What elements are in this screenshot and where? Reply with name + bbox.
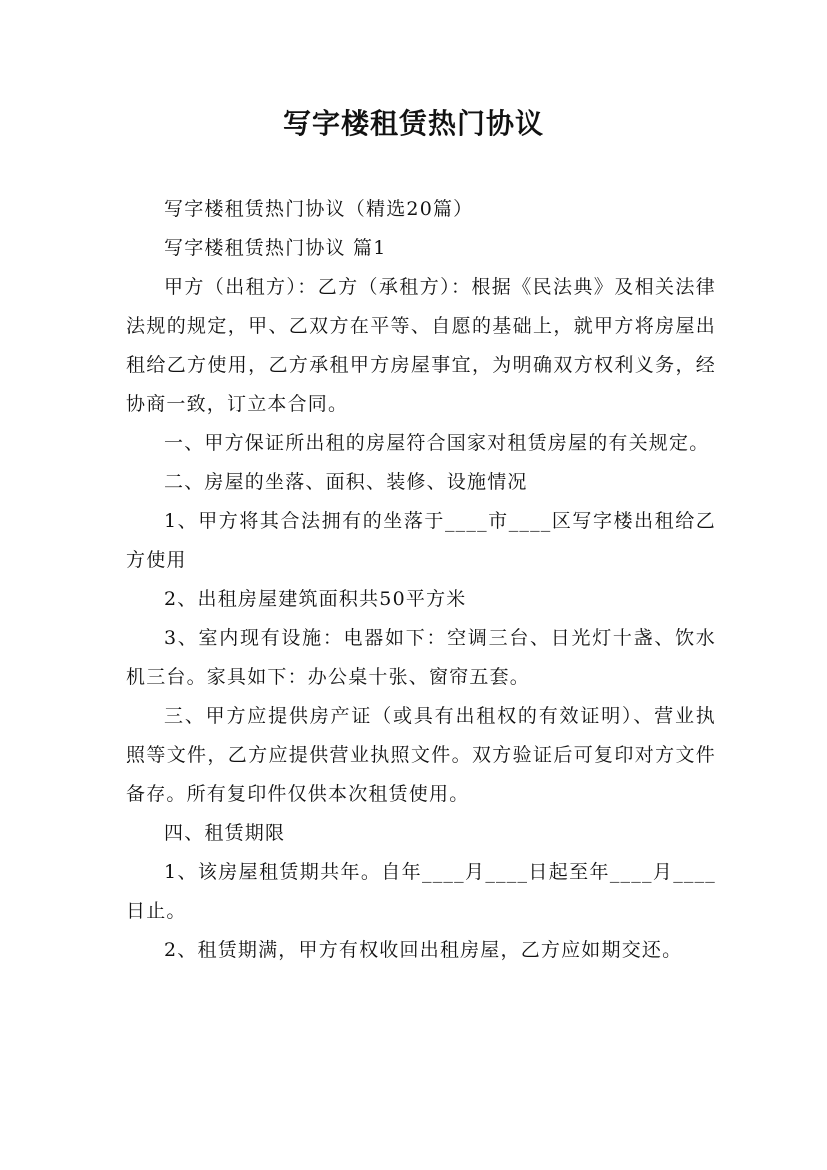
paragraph-preamble: 甲方（出租方）：乙方（承租方）：根据《民法典》及相关法律法规的规定，甲、乙双方在平等、自愿的基础上，就甲方将房屋出租给乙方使用，乙方承租甲方房屋事宜，为明确双方权利义务，经协商一致，订立本合同。 — [126, 276, 716, 415]
paragraph-clause-2-item-2: 2、出租房屋建筑面积共50平方米 — [164, 588, 467, 610]
document-title: 写字楼租赁热门协议 — [282, 107, 544, 140]
paragraph-clause-1: 一、甲方保证所出租的房屋符合国家对租赁房屋的有关规定。 — [164, 432, 710, 454]
document-body — [126, 190, 716, 970]
paragraph-subtitle: 写字楼租赁热门协议（精选20篇） — [164, 198, 474, 220]
paragraph-clause-3: 三、甲方应提供房产证（或具有出租权的有效证明）、营业执照等文件，乙方应提供营业执照文件。双方验证后可复印对方文件备存。所有复印件仅供本次租赁使用。 — [126, 705, 716, 805]
paragraph-section-heading: 写字楼租赁热门协议 篇1 — [164, 237, 387, 259]
paragraph-clause-4-item-2: 2、租赁期满，甲方有权收回出租房屋，乙方应如期交还。 — [164, 939, 683, 961]
paragraph-clause-2-item-1: 1、甲方将其合法拥有的坐落于____市____区写字楼出租给乙方使用 — [126, 510, 716, 571]
paragraph-clause-2-heading: 二、房屋的坐落、面积、装修、设施情况 — [164, 471, 528, 493]
paragraph-clause-2-item-3: 3、室内现有设施：电器如下：空调三台、日光灯十盏、饮水机三台。家具如下：办公桌十张、窗帘五套。 — [126, 627, 716, 688]
paragraph-clause-4-item-1: 1、该房屋租赁期共年。自年____月____日起至年____月____日止。 — [126, 861, 716, 922]
paragraph-clause-4-heading: 四、租赁期限 — [164, 822, 286, 844]
